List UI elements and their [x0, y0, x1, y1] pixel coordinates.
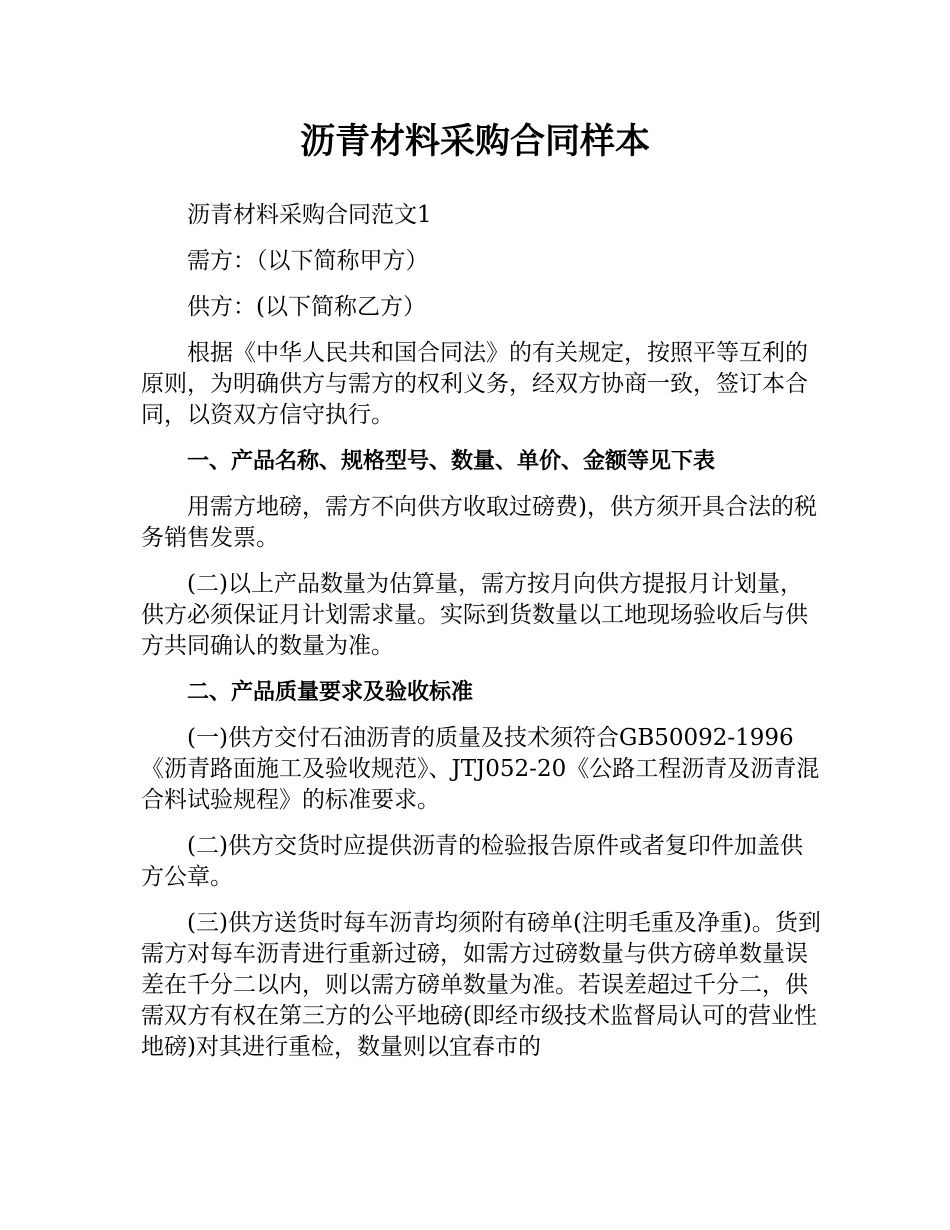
section-heading-1: 一、产品名称、规格型号、数量、单价、金额等见下表 — [187, 449, 716, 474]
buyer-line: 需方：（以下简称甲方） — [187, 248, 429, 274]
weigh-ticket-paragraph: (三)供方送货时每车沥青均须附有磅单(注明毛重及净重)。货到需方对每车沥青进行重新过磅，如需方过磅数量与供方磅单数量误差在千分二以内，则以需方磅单数量为准。若误差超过千分二，供需双方有权在第三方的公平地磅(即经市级技术监督局认可的营业性地磅)对其进行重检，数量则以宜春市的 — [141, 910, 821, 1060]
weighing-invoice-paragraph: 用需方地磅，需方不向供方收取过磅费)，供方须开具合法的税务销售发票。 — [141, 494, 817, 551]
section-heading-2: 二、产品质量要求及验收标准 — [187, 680, 474, 705]
document-body — [141, 200, 821, 1078]
quantity-estimate-paragraph: (二)以上产品数量为估算量，需方按月向供方提报月计划量，供方必须保证月计划需求量。实际到货数量以工地现场验收后与供方共同确认的数量为准。 — [141, 571, 808, 659]
document-title: 沥青材料采购合同样本 — [299, 122, 650, 162]
contract-subtitle: 沥青材料采购合同范文1 — [187, 202, 432, 228]
supplier-line: 供方：(以下简称乙方） — [187, 294, 426, 320]
inspection-report-paragraph: (二)供方交货时应提供沥青的检验报告原件或者复印件加盖供方公章。 — [141, 833, 803, 890]
quality-standard-paragraph: (一)供方交付石油沥青的质量及技术须符合GB50092-1996《沥青路面施工及验收规范》、JTJ052-20《公路工程沥青及沥青混合料试验规程》的标准要求。 — [141, 725, 820, 813]
preamble-paragraph: 根据《中华人民共和国合同法》的有关规定，按照平等互利的原则，为明确供方与需方的权利义务，经双方协商一致，签订本合同，以资双方信守执行。 — [141, 340, 808, 428]
